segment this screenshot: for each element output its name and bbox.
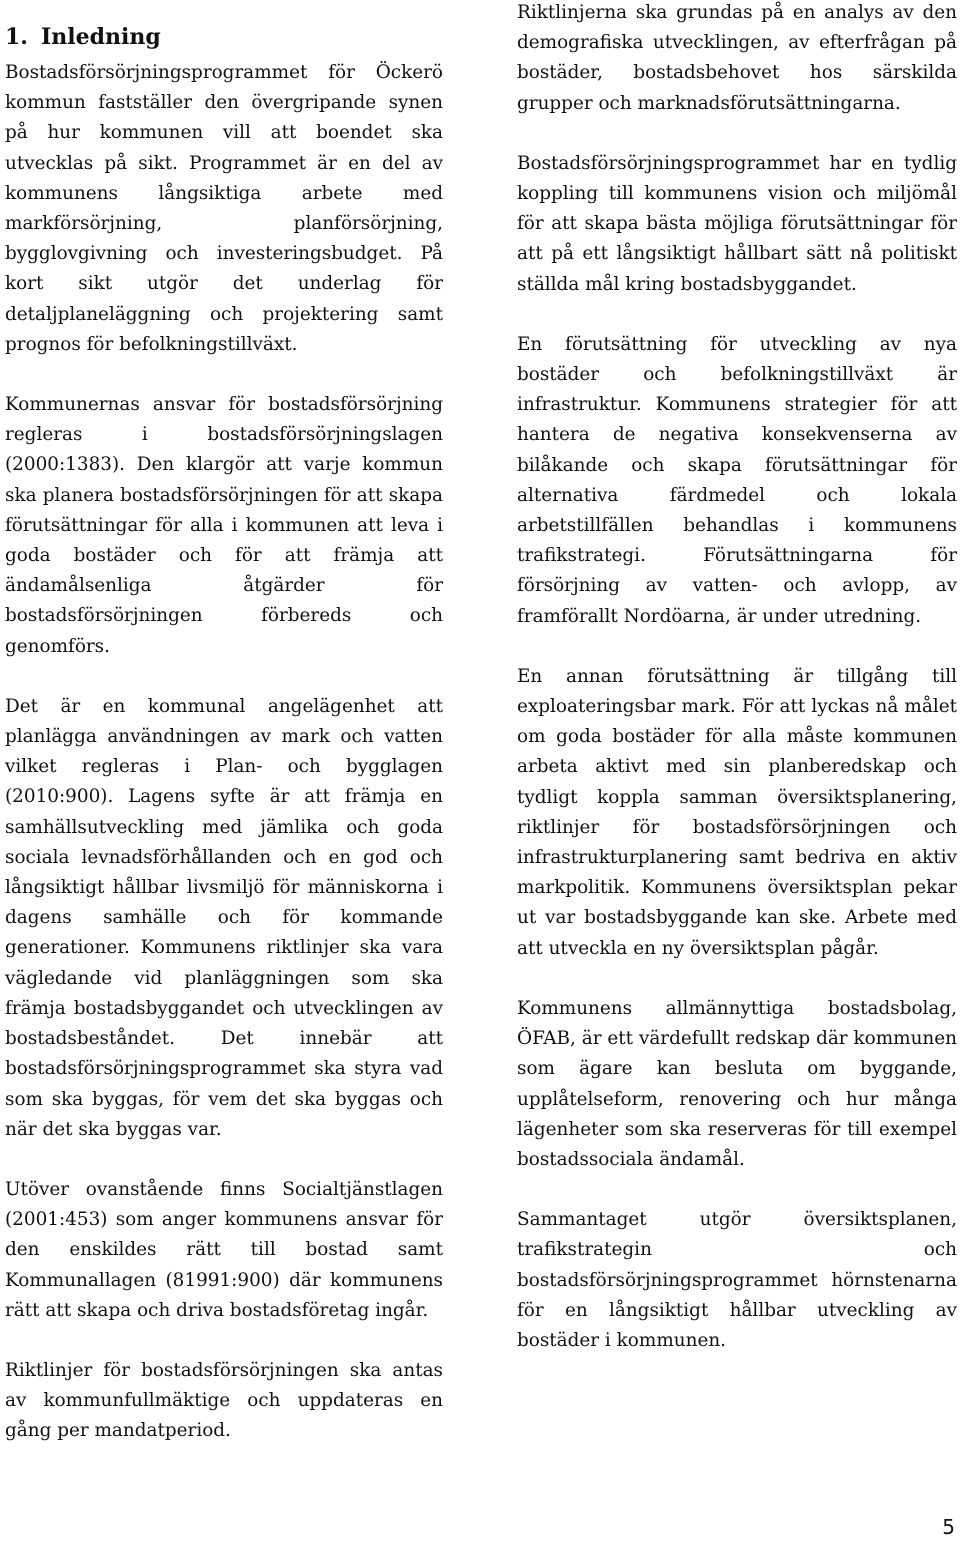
paragraph-program-overview: Bostadsförsörjningsprogrammet för Öckerö kommun fastställer den övergripande synen på hur kommunen vill att boendet ska utvecklas på sikt. Programmet är en del av kommunens långsiktiga arbete med markförsörjning, planförsörjning, bygglovgivning och investeringsbudget. På kort sikt utgör det underlag för detaljplaneläggning och projektering samt prognos för befolkningstillväxt. (5, 62, 443, 355)
section-title: Inledning (41, 24, 161, 50)
paragraph-land-access: En annan förutsättning är tillgång till exploateringsbar mark. För att lyckas nå målet om goda bostäder för alla måste kommunen arbeta aktivt med sin planberedskap och tydligt koppla samman översiktsplanering, riktlinjer för bostadsförsörjningen och infrastrukturplanering samt bedriva en aktiv markpolitik. Kommunens översiktsplan pekar ut var bostadsbyggande kan ske. Arbete med att utveckla en ny översiktsplan pågår. (517, 665, 957, 959)
paragraph-planning-law: Det är en kommunal angelägenhet att planlägga användningen av mark och vatten vilket regleras i Plan- och bygglagen (2010:900). Lagens syfte är att främja en samhällsutveckling med jämlika och goda sociala levnadsförhållanden och en god och långsiktigt hållbar livsmiljö för människorna i dagens samhälle och för kommande generationer. Kommunens riktlinjer ska vara vägledande vid planläggningen som ska främja bostadsbyggandet och utvecklingen av bostadsbeståndet. Det innebär att bostadsförsörjningsprogrammet ska styra vad som ska byggas, för vem det ska byggas och när det ska byggas var. (5, 695, 443, 1140)
paragraph-housing-company: Kommunens allmännyttiga bostadsbolag, ÖFAB, är ett värdefullt redskap där kommunen som ägare kan besluta om byggande, upplåtelseform, renovering och hur många lägenheter som ska reserveras för till exempel bostadssociala ändamål. (517, 997, 957, 1170)
section-heading (5, 22, 443, 52)
page-number: 5 (942, 1515, 955, 1539)
paragraph-summary: Sammantaget utgör översiktsplanen, trafikstrategin och bostadsförsörjningsprogrammet hörnstenarna för en långsiktigt hållbar utveckling av bostäder i kommunen. (517, 1209, 957, 1351)
paragraph-vision-link: Bostadsförsörjningsprogrammet har en tydlig koppling till kommunens vision och miljömål för att skapa bästa möjliga förutsättningar för att på ett långsiktigt hållbart sätt nå politiskt ställda mål kring bostadsbyggandet. (517, 152, 957, 295)
section-number: 1. (5, 24, 28, 50)
paragraph-guidelines-continued: Riktlinjerna ska grundas på en analys av den demografiska utvecklingen, av efterfrågan på bostäder, bostadsbehovet hos särskilda grupper och marknadsförutsättningarna. (517, 2, 957, 114)
left-column (5, 22, 443, 1477)
paragraph-guidelines: Riktlinjer för bostadsförsörjningen ska antas av kommunfullmäktige och uppdateras en gång per mandatperiod. (5, 1359, 443, 1442)
paragraph-social-services-law: Utöver ovanstående finns Socialtjänstlagen (2001:453) som anger kommunens ansvar för den enskildes rätt till bostad samt Kommunallagen (81991:900) där kommunens rätt att skapa och driva bostadsföretag ingår. (5, 1178, 443, 1321)
paragraph-municipal-responsibility: Kommunernas ansvar för bostadsförsörjning regleras i bostadsförsörjningslagen (2000:1383). Den klargör att varje kommun ska planera bostadsförsörjningen för att skapa förutsättningar för alla i kommunen att leva i goda bostäder och för att främja att ändamålsenliga åtgärder för bostadsförsörjningen förbereds och genomförs. (5, 394, 443, 657)
paragraph-infrastructure: En förutsättning för utveckling av nya bostäder och befolkningstillväxt är infrastruktur. Kommunens strategier för att hantera de negativa konsekvenserna av bilåkande och skapa förutsättningar för alternativa färdmedel och lokala arbetstillfällen behandlas i kommunens trafikstrategi. Förutsättningarna för försörjning av vatten- och avlopp, av framförallt Nordöarna, är under utredning. (517, 333, 957, 627)
right-column (517, 0, 957, 1386)
